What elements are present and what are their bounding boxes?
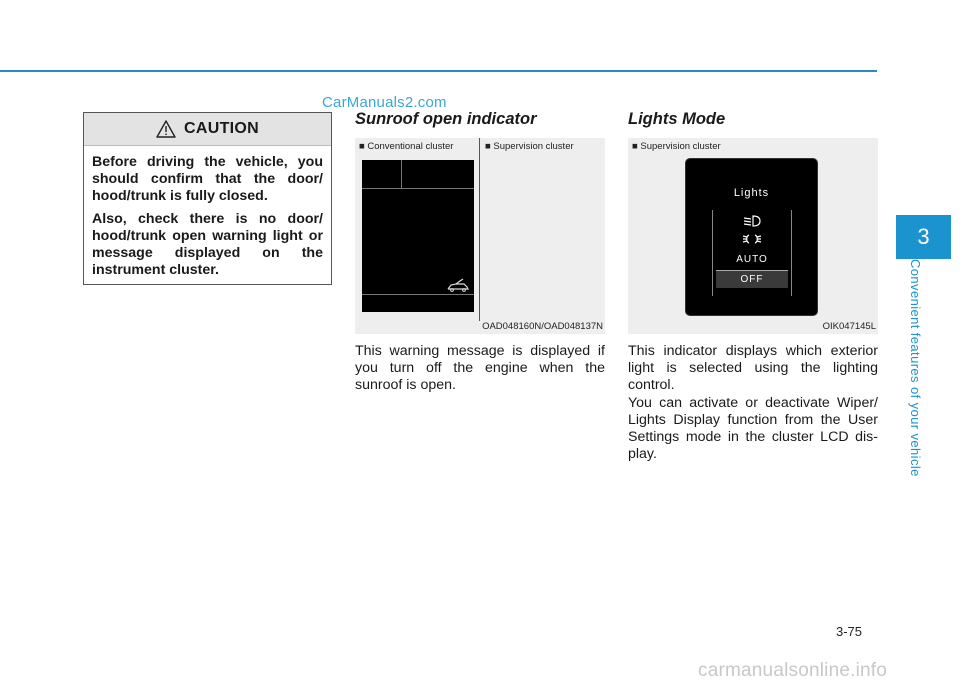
conventional-cluster-label: ■ Conventional cluster xyxy=(359,141,454,152)
headlight-low-beam-icon xyxy=(742,214,762,228)
warning-triangle-icon xyxy=(156,120,176,138)
sunroof-image-code: OAD048160N/OAD048137N xyxy=(482,321,603,332)
supervision-cluster-label: ■ Supervision cluster xyxy=(485,141,574,152)
lights-option-off: OFF xyxy=(716,270,788,288)
lights-figure xyxy=(628,138,878,334)
sunroof-open-icon xyxy=(447,278,469,292)
lights-section-title: Lights Mode xyxy=(628,110,726,128)
sunroof-section-title: Sunroof open indicator xyxy=(355,110,537,128)
supervision-cluster-label: ■ Supervision cluster xyxy=(632,141,721,152)
caution-paragraph-2: Also, check there is no door/ hood/trunk open warning light or message displayed on the instrument cluster. xyxy=(92,211,323,278)
chapter-tab: 3 xyxy=(896,215,951,259)
lights-option-auto: AUTO xyxy=(736,254,768,265)
caution-paragraph-1: Before driving the vehicle, you should confirm that the door/ hood/trunk is fully closed. xyxy=(92,154,323,204)
caution-header xyxy=(84,113,331,146)
lights-image-code: OIK047145L xyxy=(822,321,876,332)
caution-box xyxy=(83,112,332,285)
screen-line xyxy=(362,294,474,295)
page-number: 3-75 xyxy=(836,624,863,639)
lights-options xyxy=(712,210,792,296)
watermark-bottom[interactable]: carmanualsonline.info xyxy=(698,660,888,681)
caution-title: CAUTION xyxy=(184,120,259,137)
conventional-cluster-screen xyxy=(362,160,474,312)
lights-cluster-screen xyxy=(685,158,818,316)
sunroof-description: This warning message is displayed if you turn off the engine when the sunroof is open. xyxy=(355,343,605,393)
screen-line xyxy=(362,188,474,189)
screen-line xyxy=(401,160,402,188)
figure-divider xyxy=(479,138,480,321)
lights-description-2: You can activate or deactivate Wiper/ Lights Display function from the User Settings mode in the cluster LCD dis- play. xyxy=(628,395,878,462)
chapter-title: Convenient features of your vehicle xyxy=(908,259,923,477)
parking-light-icon xyxy=(742,232,762,246)
header-rule xyxy=(0,70,877,72)
watermark-top[interactable]: CarManuals2.com xyxy=(322,94,447,111)
caution-body xyxy=(84,146,331,279)
sunroof-figure xyxy=(355,138,605,334)
lights-description-1: This indicator displays which exterior light is selected using the lighting control. xyxy=(628,343,878,393)
lights-screen-heading: Lights xyxy=(733,187,770,199)
